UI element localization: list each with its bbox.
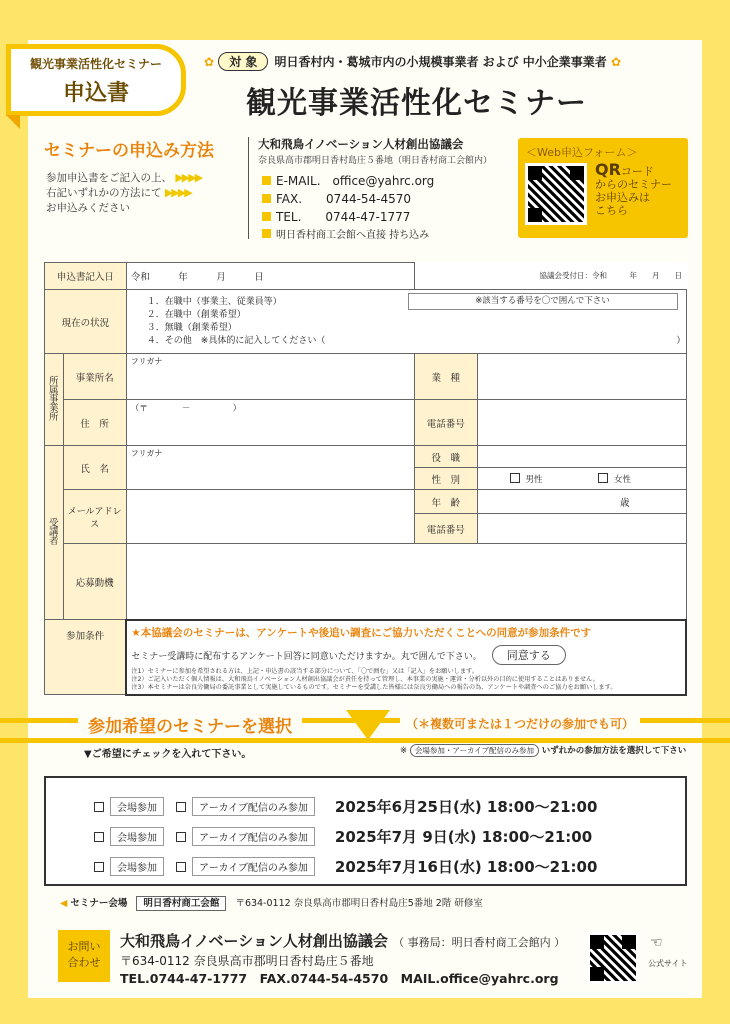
- age-field[interactable]: 歳: [477, 490, 686, 514]
- contact-org: 大和飛鳥イノベーション人材創出協議会 （ 事務局：明日香村商工会館内 ）: [120, 932, 566, 950]
- name-field[interactable]: フリガナ: [126, 446, 414, 490]
- status-option[interactable]: ２．在職中（創業希望）: [146, 309, 246, 320]
- contact-address: 〒634-0112 奈良県高市郡明日香村島庄５番地: [120, 954, 374, 968]
- bullet-icon: [262, 229, 271, 238]
- badge-line1: 観光事業活性化セミナー: [29, 57, 162, 71]
- contact-box: お問い 合わせ: [58, 930, 110, 982]
- status-note: ※該当する番号を〇で囲んで下さい: [408, 293, 678, 310]
- venue-checkbox[interactable]: [94, 802, 104, 812]
- status-option[interactable]: ３．無職（創業希望）: [146, 322, 237, 333]
- male-label: 男性: [525, 474, 543, 485]
- status-label: 現在の状況: [45, 290, 127, 354]
- how-line-2: 右記いずれかの方法にて ▶▶▶▶: [46, 186, 191, 199]
- bullet-icon: [262, 212, 271, 221]
- biz-phone-label: 電話番号: [414, 400, 477, 446]
- condition-question: セミナー受講時に配布するアンケート回答に同意いただけますか。丸で囲んで下さい。 同意する: [131, 645, 681, 665]
- participant-group-label: 受講者: [45, 446, 64, 620]
- venue-line: [60, 895, 483, 909]
- contact-email[interactable]: E-MAIL. office@yahrc.org: [262, 172, 434, 189]
- condition-block: [126, 620, 686, 695]
- archive-option: アーカイブ配信のみ参加: [192, 797, 315, 816]
- qr-code-icon[interactable]: [587, 932, 639, 984]
- industry-field[interactable]: [477, 354, 686, 400]
- bullet-icon: [262, 194, 271, 203]
- megaphone-icon: ◀: [60, 898, 68, 909]
- note-3: 注3）本セミナーは奈良労働局の委託事業として実施しているものです。セミナーを受講した皆様には奈良労働局への報告の為、アンケートや調査へのご協力をお願いします。: [131, 683, 617, 691]
- venue-label: セミナー会場: [70, 898, 128, 909]
- venue-checkbox[interactable]: [94, 862, 104, 872]
- org-address: 奈良県高市郡明日香村島庄５番地（明日香村商工会館内）: [258, 156, 493, 166]
- biz-name-label: 事業所名: [63, 354, 126, 400]
- org-name: 大和飛鳥イノベーション人材創出協議会: [258, 137, 464, 151]
- contact-tel-line: TEL.0744-47-1777 FAX.0744-54-4570 MAIL.office@yahrc.org: [120, 971, 559, 986]
- how-line-1: 参加申込書をご記入の上、 ▶▶▶▶: [46, 171, 202, 184]
- seminar-date: 2025年7月 9日(水) 18:00～21:00: [334, 828, 593, 846]
- note-2: 注2）ご記入いただく個人情報は、大和飛鳥イノベーション人材創出協議会が責任を持って管理し、本事業の実施・運営・分析以外の目的に使用することはありません。: [131, 675, 599, 683]
- gender-label: 性 別: [414, 468, 477, 490]
- qr-code-icon[interactable]: [525, 163, 587, 225]
- how-title: セミナーの申込み方法: [44, 141, 214, 161]
- web-form-text: QRコード からのセミナー お申込みは こちら: [595, 160, 672, 217]
- venue-option: 会場参加: [110, 857, 164, 876]
- note-1: 注1）セミナーに参加を希望される方は、上記・申込書の該当する部分について、「〇で囲む」又は「記入」をお願いします。: [131, 667, 478, 675]
- biz-name-field[interactable]: フリガナ: [126, 354, 414, 400]
- position-label: 役 職: [414, 446, 477, 468]
- email-label: メールアドレス: [63, 490, 126, 544]
- flower-icon: ✿: [610, 55, 622, 69]
- seminar-date: 2025年7月16日(水) 18:00～21:00: [334, 858, 598, 876]
- venue-name: 明日香村商工会館: [136, 896, 226, 911]
- male-checkbox[interactable]: [510, 473, 520, 483]
- notes: [131, 668, 681, 692]
- badge-line2: 申込書: [62, 81, 129, 106]
- official-site-link[interactable]: 公式サイト: [648, 959, 688, 968]
- age-label: 年 齢: [414, 490, 477, 514]
- pointing-hand-icon: ☜: [650, 935, 663, 951]
- phone-field[interactable]: [477, 514, 686, 544]
- target-label: 対 象: [218, 52, 268, 71]
- archive-option: アーカイブ配信のみ参加: [192, 857, 315, 876]
- schedule-row: [94, 856, 597, 877]
- page-title: 観光事業活性化セミナー: [246, 86, 587, 121]
- venue-option: 会場参加: [110, 797, 164, 816]
- agree-option[interactable]: 同意する: [492, 645, 566, 665]
- flower-icon: ✿: [204, 55, 215, 69]
- condition-label: 参加条件: [45, 620, 127, 695]
- date-field[interactable]: 令和 年 月 日: [126, 263, 414, 290]
- email-field[interactable]: [126, 490, 414, 544]
- seminar-date: 2025年6月25日(水) 18:00～21:00: [334, 798, 598, 816]
- venue-address: 〒634-0112 奈良県高市郡明日香村島庄5番地 2階 研修室: [235, 898, 483, 909]
- position-field[interactable]: [477, 446, 686, 468]
- application-badge: [6, 44, 186, 116]
- address-field[interactable]: （〒 － ）: [126, 400, 414, 446]
- application-form: [44, 262, 687, 696]
- select-instruction-2: ※ 会場参加・アーカイブ配信のみ参加 いずれかの参加方法を選択して下さい: [400, 746, 687, 756]
- motive-field[interactable]: [126, 544, 686, 620]
- address-label: 住 所: [63, 400, 126, 446]
- female-label: 女性: [613, 474, 631, 485]
- schedule-box: [44, 776, 687, 886]
- status-option[interactable]: １．在職中（事業主、従業員等）: [146, 296, 282, 307]
- phone-label: 電話番号: [414, 514, 477, 544]
- schedule-row: [94, 796, 597, 817]
- archive-checkbox[interactable]: [176, 802, 186, 812]
- contact-tel: TEL. 0744-47-1777: [262, 208, 410, 225]
- select-note: （＊複数可または１つだけの参加でも可）: [400, 715, 640, 732]
- industry-label: 業 種: [414, 354, 477, 400]
- status-option[interactable]: ４．その他 ※具体的に記入してください（ ）: [146, 335, 686, 346]
- select-instruction: ▼ご希望にチェックを入れて下さい。: [84, 749, 252, 760]
- divider: [248, 137, 249, 239]
- gender-field: [477, 468, 686, 490]
- arrow-icon: ▶▶▶▶: [164, 186, 191, 199]
- bullet-icon: [262, 176, 271, 185]
- name-label: 氏 名: [63, 446, 126, 490]
- status-options[interactable]: [126, 290, 686, 354]
- select-title: 参加希望のセミナーを選択: [78, 712, 302, 737]
- arrow-icon: ▶▶▶▶: [175, 171, 202, 184]
- biz-phone-field[interactable]: [477, 400, 686, 446]
- schedule-row: [94, 826, 592, 847]
- target-text: 明日香村内・葛城市内の小規模事業者 および 中小企業事業者: [274, 55, 607, 69]
- contact-fax: FAX. 0744-54-4570: [262, 190, 411, 207]
- how-line-3: お申込みください: [46, 202, 130, 214]
- archive-option: アーカイブ配信のみ参加: [192, 827, 315, 846]
- date-label: 申込書記入日: [45, 263, 127, 290]
- business-group-label: 所属事業所: [45, 354, 64, 446]
- archive-checkbox[interactable]: [176, 862, 186, 872]
- venue-option: 会場参加: [110, 827, 164, 846]
- motive-label: 応募動機: [63, 544, 126, 620]
- female-checkbox[interactable]: [598, 473, 608, 483]
- received-date: 協議会受付日：令和 年 月 日: [414, 263, 686, 290]
- target-line: [204, 52, 621, 71]
- condition-star: ★本協議会のセミナーは、アンケートや後追い調査にご協力いただくことへの同意が参加条件です: [131, 626, 592, 639]
- down-arrow-icon: [346, 710, 390, 740]
- contact-direct: 明日香村商工会館へ直接 持ち込み: [262, 226, 429, 241]
- archive-checkbox[interactable]: [176, 832, 186, 842]
- venue-checkbox[interactable]: [94, 832, 104, 842]
- web-form-title: ＜Web申込フォーム＞: [526, 146, 638, 159]
